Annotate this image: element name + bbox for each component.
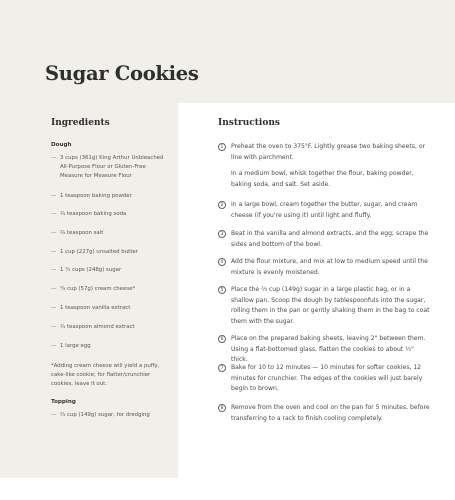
ingredient-bullet: — <box>51 249 57 255</box>
step-body <box>231 285 432 327</box>
step-number-badge: 7 <box>218 364 226 372</box>
instruction-step <box>218 257 432 278</box>
ingredient-group-title-dough: Dough <box>51 142 72 148</box>
ingredient-bullet: — <box>51 412 57 418</box>
ingredient-bullet: — <box>51 230 57 236</box>
step-number-badge: 2 <box>218 201 226 209</box>
step-text: Beat in the vanilla and almond extracts, and the egg; scrape the sides and bottom of the bowl. <box>231 230 429 248</box>
step-text: Place on the prepared baking sheets, leaving 2" between them. Using a flat-bottomed glass, flatten the cookies to about ½" thick. <box>231 335 426 363</box>
step-body <box>231 200 432 221</box>
ingredient-item <box>51 210 169 219</box>
ingredient-bullet: — <box>51 343 57 349</box>
ingredient-item <box>51 266 169 275</box>
instruction-step <box>218 363 432 395</box>
ingredient-group-title-topping: Topping <box>51 399 76 405</box>
header-band <box>178 0 455 103</box>
step-number-badge: 8 <box>218 404 226 412</box>
ingredient-item <box>51 154 169 180</box>
step-number-badge: 4 <box>218 258 226 266</box>
step-text: Place the ⅔ cup (149g) sugar in a large plastic bag, or in a shallow pan. Scoop the dough by tablespoonfuls into the sugar, rolling them in the pan or gently shaking them in the bag to coat them with the sugar. <box>231 286 430 325</box>
ingredient-text: ¾ teaspoon baking soda <box>60 211 127 217</box>
ingredient-bullet: — <box>51 286 57 292</box>
step-text: In a medium bowl, whisk together the flour, baking powder, baking soda, and salt. Set aside. <box>231 170 414 188</box>
ingredient-text: 1 large egg <box>60 343 91 349</box>
instruction-step <box>218 285 432 327</box>
step-number-badge: 1 <box>218 143 226 151</box>
ingredient-item <box>51 285 169 294</box>
ingredient-text: 1 cup (227g) unsalted butter <box>60 249 138 255</box>
step-number-badge: 6 <box>218 335 226 343</box>
ingredient-text: ¾ teaspoon salt <box>60 230 104 236</box>
step-body <box>231 229 432 250</box>
instruction-step <box>218 334 432 366</box>
ingredient-note: *Adding cream cheese will yield a puffy, cake-like cookie; for flatter/crunchier cookies, leave it out. <box>51 363 160 387</box>
ingredients-heading: Ingredients <box>51 118 110 128</box>
instruction-step <box>218 200 432 221</box>
ingredient-item <box>51 342 169 351</box>
ingredient-text: ⅔ cup (149g) sugar, for dredging <box>60 412 150 418</box>
instructions-heading: Instructions <box>218 118 280 128</box>
ingredient-item <box>51 229 169 238</box>
ingredient-bullet: — <box>51 305 57 311</box>
ingredient-bullet: — <box>51 324 57 330</box>
step-text: In a large bowl, cream together the butter, sugar, and cream cheese (if you're using it) until light and fluffy. <box>231 201 418 219</box>
step-text: Bake for 10 to 12 minutes — 10 minutes for softer cookies, 12 minutes for crunchier. The edges of the cookies will just barely begin to brown. <box>231 364 423 392</box>
ingredient-text: ¼ cup (57g) cream cheese* <box>60 286 136 292</box>
step-body <box>231 403 432 424</box>
ingredient-bullet: — <box>51 211 57 217</box>
ingredient-bullet: — <box>51 193 57 199</box>
ingredient-item <box>51 411 169 420</box>
ingredient-item <box>51 304 169 313</box>
ingredient-text: 3 cups (361g) King Arthur Unbleached All-Purpose Flour or Gluten-Free Measure for Measure Flour <box>60 155 164 179</box>
ingredient-item <box>51 248 169 257</box>
ingredient-bullet: — <box>51 155 57 161</box>
step-body <box>231 363 432 395</box>
ingredient-text: 1 teaspoon vanilla extract <box>60 305 131 311</box>
step-text: Add the flour mixture, and mix at low to medium speed until the mixture is evenly moistened. <box>231 258 428 276</box>
ingredient-item <box>51 323 169 332</box>
step-body <box>231 334 432 366</box>
instruction-step <box>218 142 432 190</box>
recipe-title: Sugar Cookies <box>45 62 199 85</box>
instruction-step <box>218 403 432 424</box>
step-number-badge: 5 <box>218 286 226 294</box>
step-text: Remove from the oven and cool on the pan for 5 minutes, before transferring to a rack to finish cooling completely. <box>231 404 430 422</box>
ingredient-text: ¾ teaspoon almond extract <box>60 324 135 330</box>
ingredient-text: 1 teaspoon baking powder <box>60 193 132 199</box>
step-body <box>231 142 432 190</box>
step-number-badge: 3 <box>218 230 226 238</box>
step-body <box>231 257 432 278</box>
ingredient-text: 1 ¼ cups (248g) sugar <box>60 267 122 273</box>
step-text: Preheat the oven to 375°F. Lightly grease two baking sheets, or line with parchment. <box>231 143 426 161</box>
instruction-step <box>218 229 432 250</box>
ingredient-item <box>51 192 169 201</box>
ingredient-bullet: — <box>51 267 57 273</box>
